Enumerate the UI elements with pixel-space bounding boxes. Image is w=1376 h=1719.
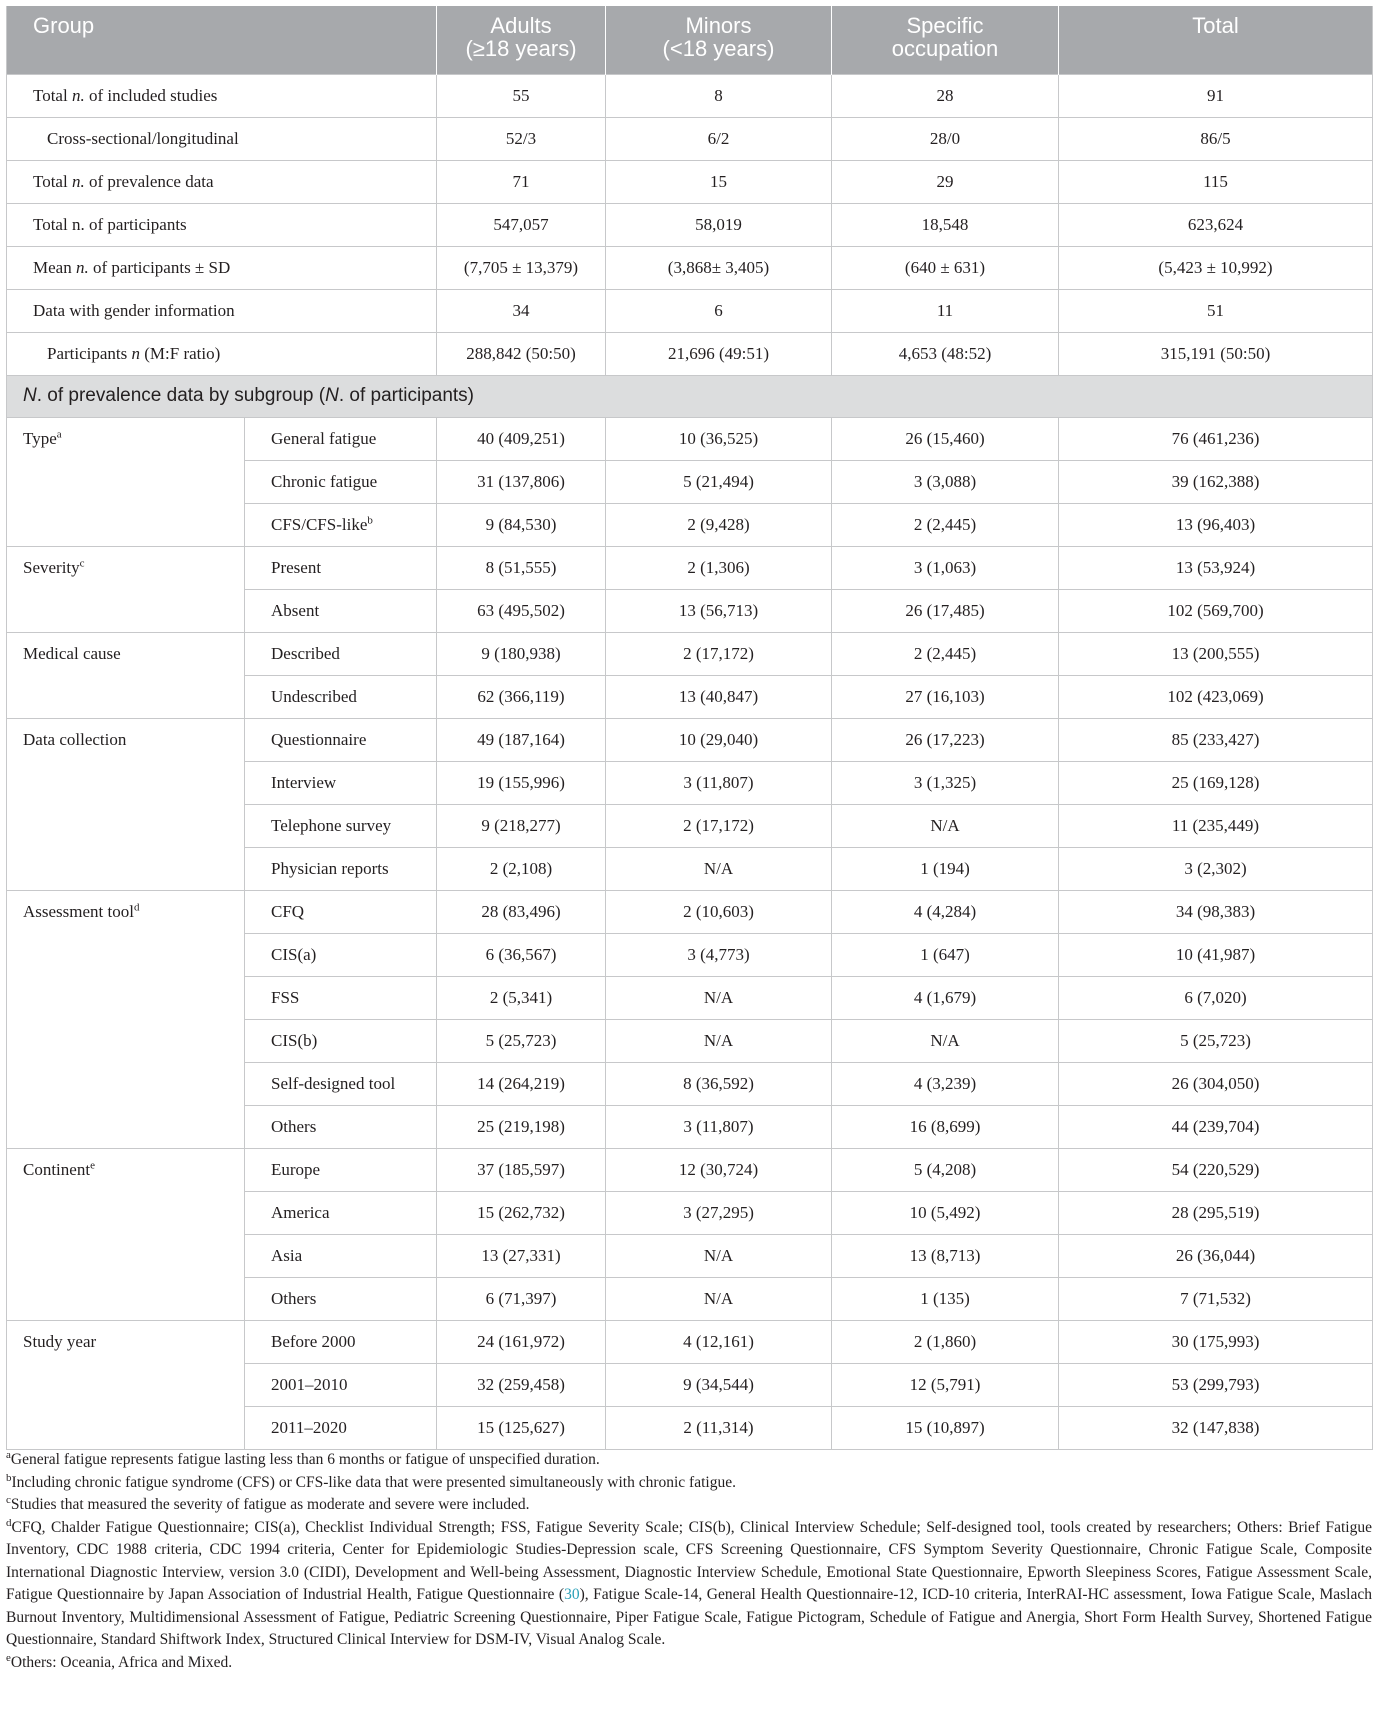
cell-adults: 55 xyxy=(437,74,606,117)
cell-total: 315,191 (50:50) xyxy=(1059,332,1373,375)
header-specific-occupation: Specific occupation xyxy=(832,6,1059,74)
cell-minors: 58,019 xyxy=(606,203,832,246)
cell-minors: N/A xyxy=(606,1234,832,1277)
cell-occupation: 13 (8,713) xyxy=(832,1234,1059,1277)
summary-row xyxy=(7,203,1373,246)
table-row xyxy=(7,546,1373,589)
cell-total: 13 (96,403) xyxy=(1059,503,1373,546)
cell-occupation: 4 (3,239) xyxy=(832,1062,1059,1105)
subgroup-label: CFQ xyxy=(245,890,437,933)
data-table-container xyxy=(6,6,1372,1450)
table-row xyxy=(7,1320,1373,1363)
cell-occupation: 29 xyxy=(832,160,1059,203)
table-row xyxy=(7,718,1373,761)
cell-adults: 6 (71,397) xyxy=(437,1277,606,1320)
cell-total: 10 (41,987) xyxy=(1059,933,1373,976)
subgroup-label: Absent xyxy=(245,589,437,632)
summary-row xyxy=(7,289,1373,332)
cell-total: 44 (239,704) xyxy=(1059,1105,1373,1148)
cell-total: 86/5 xyxy=(1059,117,1373,160)
cell-adults: 25 (219,198) xyxy=(437,1105,606,1148)
row-label: Participants n (M:F ratio) xyxy=(7,332,437,375)
cell-occupation: N/A xyxy=(832,1019,1059,1062)
subgroup-label: 2001–2010 xyxy=(245,1363,437,1406)
cell-occupation: 2 (2,445) xyxy=(832,632,1059,675)
cell-minors: 8 xyxy=(606,74,832,117)
subgroup-label: CIS(a) xyxy=(245,933,437,976)
cell-minors: 3 (27,295) xyxy=(606,1191,832,1234)
footnote-b: $^b$Including chronic fatigue syndrome (CFS) or CFS-like data that were presented simultaneously with chronic fatigue. xyxy=(6,1471,736,1491)
subgroup-label: America xyxy=(245,1191,437,1234)
cell-total: 102 (569,700) xyxy=(1059,589,1373,632)
cell-minors: 5 (21,494) xyxy=(606,460,832,503)
table-row xyxy=(7,632,1373,675)
cell-minors: N/A xyxy=(606,1277,832,1320)
group-label-type: Type$^a$ xyxy=(7,417,245,546)
cell-occupation: 11 xyxy=(832,289,1059,332)
group-label-medical-cause: Medical cause xyxy=(7,632,245,718)
cell-adults: 24 (161,972) xyxy=(437,1320,606,1363)
row-label: Data with gender information xyxy=(7,289,437,332)
cell-occupation: 3 (3,088) xyxy=(832,460,1059,503)
cell-total: 51 xyxy=(1059,289,1373,332)
cell-total: 5 (25,723) xyxy=(1059,1019,1373,1062)
cell-total: 26 (36,044) xyxy=(1059,1234,1373,1277)
cell-occupation: 2 (1,860) xyxy=(832,1320,1059,1363)
cell-total: 54 (220,529) xyxy=(1059,1148,1373,1191)
group-label-data-collection: Data collection xyxy=(7,718,245,890)
cell-minors: N/A xyxy=(606,1019,832,1062)
cell-total: 30 (175,993) xyxy=(1059,1320,1373,1363)
cell-adults: 9 (218,277) xyxy=(437,804,606,847)
subgroup-label: Questionnaire xyxy=(245,718,437,761)
cell-minors: (3,868± 3,405) xyxy=(606,246,832,289)
cell-occupation: 5 (4,208) xyxy=(832,1148,1059,1191)
cell-total: 34 (98,383) xyxy=(1059,890,1373,933)
cell-adults: 8 (51,555) xyxy=(437,546,606,589)
cell-minors: 2 (1,306) xyxy=(606,546,832,589)
table-row xyxy=(7,417,1373,460)
cell-adults: 31 (137,806) xyxy=(437,460,606,503)
header-minors: Minors (<18 years) xyxy=(606,6,832,74)
cell-adults: 49 (187,164) xyxy=(437,718,606,761)
subgroup-label: Europe xyxy=(245,1148,437,1191)
subgroup-label: Others xyxy=(245,1105,437,1148)
row-label: Cross-sectional/longitudinal xyxy=(7,117,437,160)
cell-adults: 2 (5,341) xyxy=(437,976,606,1019)
cell-total: 39 (162,388) xyxy=(1059,460,1373,503)
cell-minors: 2 (17,172) xyxy=(606,804,832,847)
cell-occupation: 26 (15,460) xyxy=(832,417,1059,460)
cell-occupation: 1 (647) xyxy=(832,933,1059,976)
cell-adults: 34 xyxy=(437,289,606,332)
cell-adults: 6 (36,567) xyxy=(437,933,606,976)
cell-minors: N/A xyxy=(606,976,832,1019)
cell-minors: 3 (4,773) xyxy=(606,933,832,976)
cell-adults: 62 (366,119) xyxy=(437,675,606,718)
row-label: Total n. of included studies xyxy=(7,74,437,117)
cell-minors: 4 (12,161) xyxy=(606,1320,832,1363)
reference-link[interactable]: 30 xyxy=(564,1586,580,1603)
cell-occupation: 16 (8,699) xyxy=(832,1105,1059,1148)
section-title: N. of prevalence data by subgroup (N. of participants) xyxy=(7,375,1373,417)
cell-total: 6 (7,020) xyxy=(1059,976,1373,1019)
cell-adults: 37 (185,597) xyxy=(437,1148,606,1191)
cell-total: 25 (169,128) xyxy=(1059,761,1373,804)
cell-minors: 21,696 (49:51) xyxy=(606,332,832,375)
cell-minors: 3 (11,807) xyxy=(606,761,832,804)
footnote-a: $^a$General fatigue represents fatigue lasting less than 6 months or fatigue of unspecified duration. xyxy=(6,1448,600,1468)
subgroup-label: Before 2000 xyxy=(245,1320,437,1363)
group-label-continent: Continent$^e$ xyxy=(7,1148,245,1320)
cell-adults: 13 (27,331) xyxy=(437,1234,606,1277)
cell-occupation: 18,548 xyxy=(832,203,1059,246)
summary-row xyxy=(7,160,1373,203)
subgroup-label: FSS xyxy=(245,976,437,1019)
cell-occupation: 27 (16,103) xyxy=(832,675,1059,718)
cell-occupation: 28 xyxy=(832,74,1059,117)
cell-occupation: 1 (135) xyxy=(832,1277,1059,1320)
cell-adults: 9 (180,938) xyxy=(437,632,606,675)
cell-occupation: 26 (17,485) xyxy=(832,589,1059,632)
cell-occupation: 26 (17,223) xyxy=(832,718,1059,761)
cell-minors: 15 xyxy=(606,160,832,203)
subgroup-label: Others xyxy=(245,1277,437,1320)
header-row xyxy=(7,6,1373,74)
cell-occupation: 4,653 (48:52) xyxy=(832,332,1059,375)
cell-minors: 9 (34,544) xyxy=(606,1363,832,1406)
cell-minors: 2 (17,172) xyxy=(606,632,832,675)
cell-total: 11 (235,449) xyxy=(1059,804,1373,847)
cell-total: 623,624 xyxy=(1059,203,1373,246)
cell-adults: (7,705 ± 13,379) xyxy=(437,246,606,289)
cell-adults: 32 (259,458) xyxy=(437,1363,606,1406)
cell-adults: 15 (262,732) xyxy=(437,1191,606,1234)
subgroup-label: Interview xyxy=(245,761,437,804)
subgroup-label: Self-designed tool xyxy=(245,1062,437,1105)
cell-occupation: 15 (10,897) xyxy=(832,1406,1059,1449)
cell-minors: 10 (29,040) xyxy=(606,718,832,761)
cell-total: 3 (2,302) xyxy=(1059,847,1373,890)
cell-occupation: 4 (1,679) xyxy=(832,976,1059,1019)
cell-total: 115 xyxy=(1059,160,1373,203)
cell-adults: 28 (83,496) xyxy=(437,890,606,933)
cell-minors: 2 (10,603) xyxy=(606,890,832,933)
footnote-e: $^e$Others: Oceania, Africa and Mixed. xyxy=(6,1651,233,1671)
cell-minors: 12 (30,724) xyxy=(606,1148,832,1191)
table-row xyxy=(7,1148,1373,1191)
cell-adults: 63 (495,502) xyxy=(437,589,606,632)
cell-total: 102 (423,069) xyxy=(1059,675,1373,718)
cell-total: 28 (295,519) xyxy=(1059,1191,1373,1234)
subgroup-label: 2011–2020 xyxy=(245,1406,437,1449)
cell-minors: 2 (9,428) xyxy=(606,503,832,546)
footnote-d: $^d$CFQ, Chalder Fatigue Questionnaire; CIS(a), Checklist Individual Strength; FSS, Fatigue Severity Scale; CIS(b), Clinical Interview Schedule; Self-designed tool, tools created by researchers; Others: Brief Fatigue Inventory, CDC 1988 criteria, CDC 1994 criteria, Center for Epidemiologic Studies-Depression scale, CFS Screening Questionnaire, CFS Symptom Severity Questionnaire, Chronic Fatigue Scale, Composite International Diagnostic Interview, version 3.0 (CIDI), Development and Well-being Assessment, Diagnostic Interview Schedule, Emotional State Questionnaire, Epworth Sleepiness Scores, Fatigue Assessment Scale, Fatigue Questionnaire by Japan Association of Industrial Health, Fatigue Questionnaire (30), Fatigue Scale-14, General Health Questionnaire-12, ICD-10 criteria, InterRAI-HC assessment, Iowa Fatigue Scale, Maslach Burnout Inventory, Multidimensional Assessment of Fatigue, Pediatric Screening Questionnaire, Piper Fatigue Scale, Fatigue Pictogram, Schedule of Fatigue and Anergia, Short Form Health Survey, Shortened Fatigue Questionnaire, Standard Shiftwork Index, Structured Clinical Interview for DSM-IV, Visual Analog Scale. xyxy=(6,1516,1372,1648)
cell-occupation: 1 (194) xyxy=(832,847,1059,890)
cell-minors: 6/2 xyxy=(606,117,832,160)
cell-minors: 6 xyxy=(606,289,832,332)
subgroup-label: General fatigue xyxy=(245,417,437,460)
cell-adults: 52/3 xyxy=(437,117,606,160)
subgroup-label: CIS(b) xyxy=(245,1019,437,1062)
cell-total: 13 (200,555) xyxy=(1059,632,1373,675)
cell-occupation: N/A xyxy=(832,804,1059,847)
data-table xyxy=(6,6,1373,1450)
row-label: Mean n. of participants ± SD xyxy=(7,246,437,289)
cell-adults: 9 (84,530) xyxy=(437,503,606,546)
table-row xyxy=(7,890,1373,933)
cell-adults: 5 (25,723) xyxy=(437,1019,606,1062)
cell-total: 13 (53,924) xyxy=(1059,546,1373,589)
subgroup-label: Undescribed xyxy=(245,675,437,718)
header-total: Total xyxy=(1059,6,1373,74)
cell-adults: 14 (264,219) xyxy=(437,1062,606,1105)
header-group: Group xyxy=(7,6,437,74)
subgroup-label: Chronic fatigue xyxy=(245,460,437,503)
cell-occupation: 28/0 xyxy=(832,117,1059,160)
subgroup-label: Telephone survey xyxy=(245,804,437,847)
cell-minors: 3 (11,807) xyxy=(606,1105,832,1148)
cell-occupation: 3 (1,063) xyxy=(832,546,1059,589)
cell-occupation: 12 (5,791) xyxy=(832,1363,1059,1406)
summary-row xyxy=(7,117,1373,160)
cell-minors: 10 (36,525) xyxy=(606,417,832,460)
cell-adults: 15 (125,627) xyxy=(437,1406,606,1449)
summary-row xyxy=(7,332,1373,375)
cell-occupation: (640 ± 631) xyxy=(832,246,1059,289)
cell-total: 76 (461,236) xyxy=(1059,417,1373,460)
cell-minors: N/A xyxy=(606,847,832,890)
cell-minors: 13 (40,847) xyxy=(606,675,832,718)
footnote-c: $^c$Studies that measured the severity of fatigue as moderate and severe were included. xyxy=(6,1493,530,1513)
cell-minors: 13 (56,713) xyxy=(606,589,832,632)
cell-total: (5,423 ± 10,992) xyxy=(1059,246,1373,289)
cell-adults: 2 (2,108) xyxy=(437,847,606,890)
section-header-row xyxy=(7,375,1373,417)
row-label: Total n. of prevalence data xyxy=(7,160,437,203)
cell-adults: 19 (155,996) xyxy=(437,761,606,804)
footnotes xyxy=(6,1449,1372,1674)
cell-occupation: 4 (4,284) xyxy=(832,890,1059,933)
summary-row xyxy=(7,246,1373,289)
cell-occupation: 3 (1,325) xyxy=(832,761,1059,804)
cell-minors: 8 (36,592) xyxy=(606,1062,832,1105)
cell-total: 91 xyxy=(1059,74,1373,117)
cell-occupation: 10 (5,492) xyxy=(832,1191,1059,1234)
cell-total: 32 (147,838) xyxy=(1059,1406,1373,1449)
cell-total: 85 (233,427) xyxy=(1059,718,1373,761)
header-adults: Adults (≥18 years) xyxy=(437,6,606,74)
subgroup-label: CFS/CFS-like$^b$ xyxy=(245,503,437,546)
row-label: Total n. of participants xyxy=(7,203,437,246)
cell-adults: 71 xyxy=(437,160,606,203)
summary-row xyxy=(7,74,1373,117)
cell-total: 7 (71,532) xyxy=(1059,1277,1373,1320)
cell-total: 26 (304,050) xyxy=(1059,1062,1373,1105)
group-label-severity: Severity$^c$ xyxy=(7,546,245,632)
cell-total: 53 (299,793) xyxy=(1059,1363,1373,1406)
subgroup-label: Asia xyxy=(245,1234,437,1277)
subgroup-label: Present xyxy=(245,546,437,589)
group-label-study-year: Study year xyxy=(7,1320,245,1449)
subgroup-label: Described xyxy=(245,632,437,675)
cell-minors: 2 (11,314) xyxy=(606,1406,832,1449)
cell-adults: 40 (409,251) xyxy=(437,417,606,460)
cell-occupation: 2 (2,445) xyxy=(832,503,1059,546)
cell-adults: 547,057 xyxy=(437,203,606,246)
group-label-assessment-tool: Assessment tool$^d$ xyxy=(7,890,245,1148)
cell-adults: 288,842 (50:50) xyxy=(437,332,606,375)
subgroup-label: Physician reports xyxy=(245,847,437,890)
